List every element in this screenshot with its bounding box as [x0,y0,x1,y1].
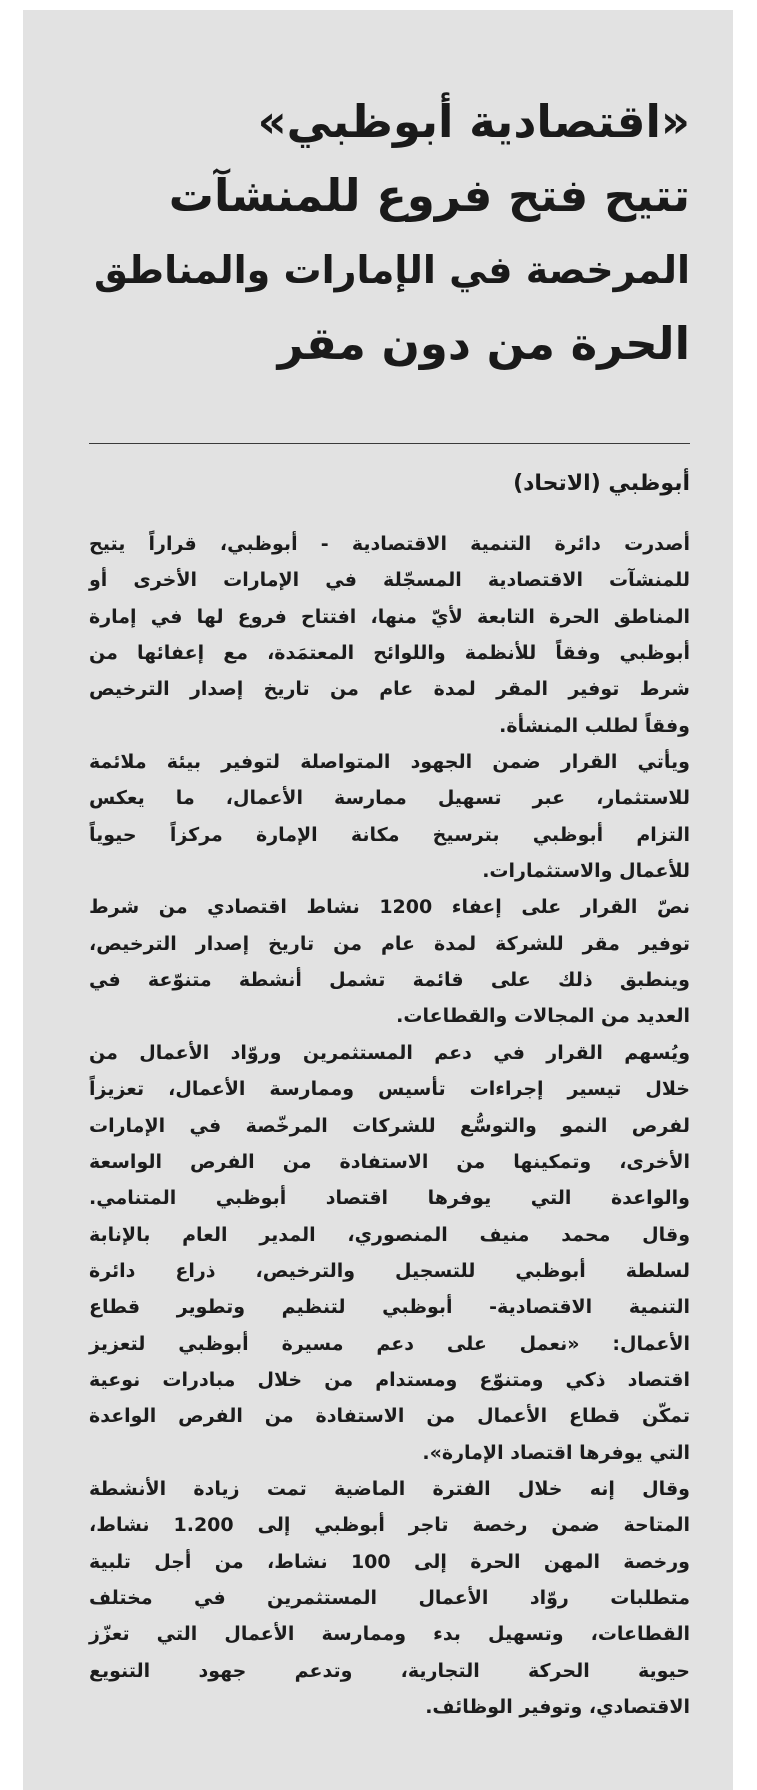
headline [89,10,690,381]
body-text-line: للأعمال والاستثمارات. [482,860,690,883]
body-text-line: التي يوفرها اقتصاد الإمارة». [422,1441,690,1464]
body-text-line: القطاعات، وتسهيل بدء وممارسة الأعمال التي تعزّز [89,1623,690,1646]
article [89,10,690,1718]
byline: أبوظبي (الاتحاد) [513,471,690,496]
body-text-line: ورخصة المهن الحرة إلى 100 نشاط، من أجل تلبية [89,1550,690,1573]
body-text-line: العديد من المجالات والقطاعات. [396,1005,690,1028]
body-text-line: متطلبات روّاد الأعمال المستثمرين في مختلف [89,1586,690,1609]
headline-line: تتيح فتح فروع للمنشآت [168,169,690,222]
body-text-line: الأعمال: «نعمل على دعم مسيرة أبوظبي لتعزيز [89,1332,690,1355]
body-text-line: الأخرى، وتمكينها من الاستفادة من الفرص الواسعة [89,1150,690,1173]
body-text-line: للاستثمار، عبر تسهيل ممارسة الأعمال، ما يعكس [89,787,690,810]
divider-rule [89,443,690,444]
body-text-line: والواعدة التي يوفرها اقتصاد أبوظبي المتنامي. [89,1187,690,1210]
body-text-line: أبوظبي وفقاً للأنظمة واللوائح المعتمَدة، مع إعفائها من [89,642,690,665]
body-text-line: حيوية الحركة التجارية، وتدعم جهود التنويع [89,1659,690,1682]
body-text-line: توفير مقر للشركة لمدة عام من تاريخ إصدار الترخيص، [89,932,690,955]
body-text-line: وينطبق ذلك على قائمة تشمل أنشطة متنوّعة في [89,969,690,992]
headline-line: الحرة من دون مقر [277,317,690,370]
body-text-line: اقتصاد ذكي ومتنوّع ومستدام من خلال مبادرات نوعية [89,1368,690,1391]
body-text-line: لفرص النمو والتوسُّع للشركات المرخّصة في الإمارات [89,1114,690,1137]
newspaper-clipping [23,10,733,1790]
body-text-line: خلال تيسير إجراءات تأسيس وممارسة الأعمال، تعزيزاً [89,1078,690,1101]
body-text-line: شرط توفير المقر لمدة عام من تاريخ إصدار الترخيص [89,678,690,701]
body-text-line: وقال إنه خلال الفترة الماضية تمت زيادة الأنشطة [89,1477,690,1500]
body-text-line: التزام أبوظبي بترسيخ مكانة الإمارة مركزاً حيوياً [89,823,690,846]
body-text-line: نصّ القرار على إعفاء 1200 نشاط اقتصادي من شرط [89,896,690,919]
headline-line: المرخصة في الإمارات والمناطق [94,248,690,292]
article-body [89,526,690,1725]
body-text-line: تمكّن قطاع الأعمال من الاستفادة من الفرص الواعدة [89,1405,690,1428]
headline-line: «اقتصادية أبوظبي» [257,95,690,148]
body-text-line: وفقاً لطلب المنشأة. [499,714,690,737]
body-text-line: لسلطة أبوظبي للتسجيل والترخيص، ذراع دائرة [89,1259,690,1282]
body-text-line: الاقتصادي، وتوفير الوظائف. [425,1696,690,1718]
body-text-line: للمنشآت الاقتصادية المسجّلة في الإمارات الأخرى أو [89,569,690,592]
body-text-line: أصدرت دائرة التنمية الاقتصادية - أبوظبي، قراراً يتيح [89,533,690,555]
body-text-line: ويُسهم القرار في دعم المستثمرين وروّاد الأعمال من [89,1041,690,1064]
body-text-line: التنمية الاقتصادية- أبوظبي لتنظيم وتطوير قطاع [89,1296,690,1319]
body-text-line: وقال محمد منيف المنصوري، المدير العام بالإنابة [89,1223,690,1246]
body-text-line: ويأتي القرار ضمن الجهود المتواصلة لتوفير بيئة ملائمة [89,751,690,774]
body-text-line: المناطق الحرة التابعة لأيّ منها، افتتاح فروع لها في إمارة [89,605,690,628]
body-text-line: المتاحة ضمن رخصة تاجر أبوظبي إلى 1.200 نشاط، [89,1514,690,1537]
